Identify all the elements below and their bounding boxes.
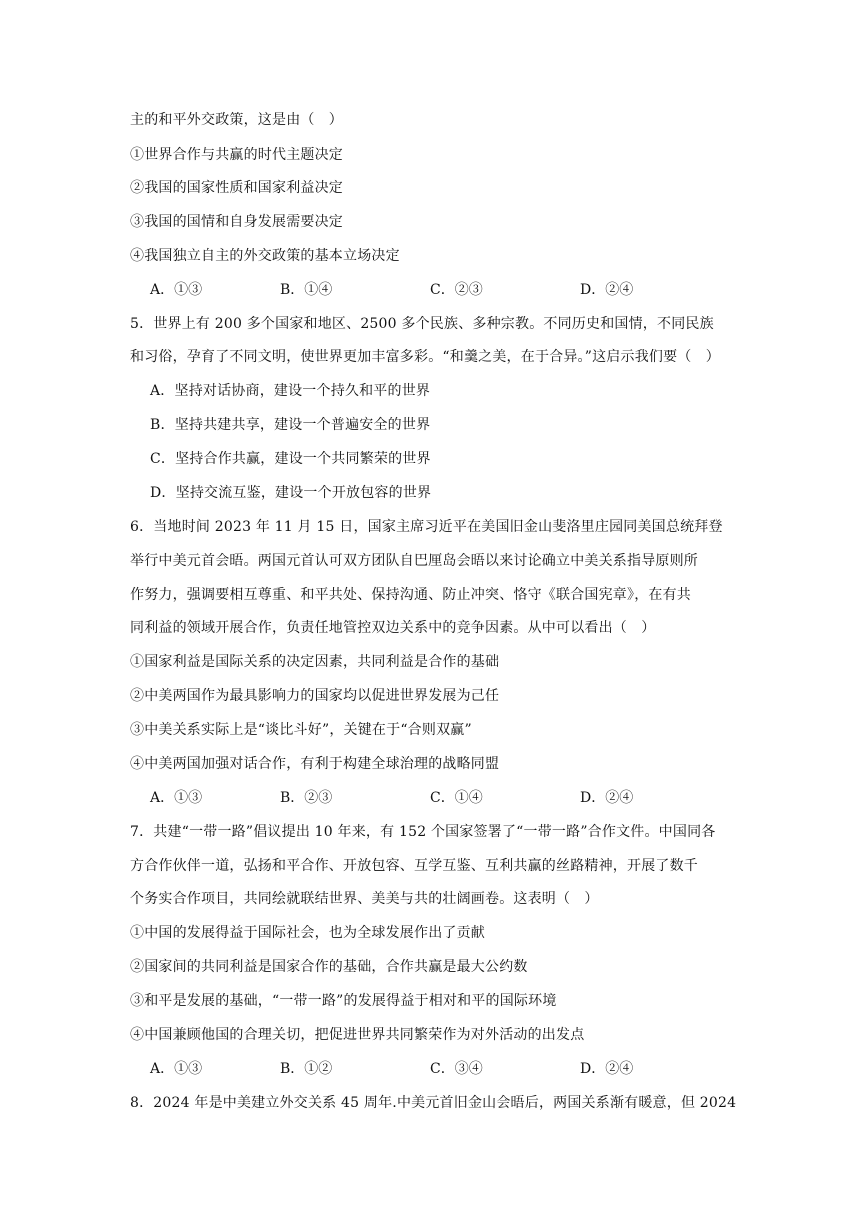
text-line: 作努力，强调要相互尊重、和平共处、保持沟通、防止冲突、恪守《联合国宪章》，在有共	[130, 587, 691, 603]
text-line: ②国家间的共同利益是国家合作的基础，合作共赢是最大公约数	[130, 959, 528, 975]
option-a: A．坚持对话协商，建设一个持久和平的世界	[150, 383, 431, 399]
option-c: C．②③	[430, 282, 483, 298]
option-b: B．①④	[280, 282, 333, 298]
option-b: B．坚持共建共享，建设一个普遍安全的世界	[150, 417, 431, 433]
text-line: 同利益的领域开展合作，负责任地管控双边关系中的竞争因素。从中可以看出（ ）	[130, 620, 656, 636]
text-line: 举行中美元首会晤。两国元首认可双方团队自巴厘岛会晤以来讨论确立中美关系指导原则所	[130, 553, 698, 569]
option-a: A．①③	[150, 790, 203, 806]
text-line: ③我国的国情和自身发展需要决定	[130, 214, 343, 230]
answer-options-q6	[150, 788, 750, 808]
option-c: C．坚持合作共赢，建设一个共同繁荣的世界	[150, 451, 431, 467]
option-a: A．①③	[150, 282, 203, 298]
text-line: ②我国的国家性质和国家利益决定	[130, 180, 343, 196]
text-line: 方合作伙伴一道，弘扬和平合作、开放包容、互学互鉴、互利共赢的丝路精神，开展了数千	[130, 858, 698, 874]
option-b: B．①②	[280, 1061, 333, 1077]
text-line: ②中美两国作为最具影响力的国家均以促进世界发展为己任	[130, 688, 500, 704]
text-line: ③和平是发展的基础，“一带一路”的发展得益于相对和平的国际环境	[130, 993, 557, 1009]
text-line: ①中国的发展得益于国际社会，也为全球发展作出了贡献	[130, 925, 485, 941]
answer-options-q7	[150, 1059, 750, 1079]
text-line: ①国家利益是国际关系的决定因素，共同利益是合作的基础	[130, 654, 500, 670]
option-d: D．②④	[580, 282, 634, 298]
text-line: ④中国兼顾他国的合理关切，把促进世界共同繁荣作为对外活动的出发点	[130, 1027, 585, 1043]
text-line: 个务实合作项目，共同绘就联结世界、美美与共的壮阔画卷。这表明（ ）	[130, 891, 599, 907]
text-line: 和习俗，孕育了不同文明，使世界更加丰富多彩。“和羹之美，在于合异。”这启示我们要（ ）	[130, 349, 720, 365]
option-d: D．②④	[580, 1061, 634, 1077]
text-line: 主的和平外交政策，这是由（ ）	[130, 112, 343, 128]
text-line: ①世界合作与共赢的时代主题决定	[130, 147, 343, 163]
answer-options-q4	[150, 280, 750, 300]
option-a: A．①③	[150, 1061, 203, 1077]
text-line: ③中美关系实际上是“谈比斗好”，关键在于“合则双赢”	[130, 722, 472, 738]
option-d: D．②④	[580, 790, 634, 806]
option-c: C．①④	[430, 790, 483, 806]
question-6: 6．当地时间 2023 年 11 月 15 日，国家主席习近平在美国旧金山斐洛里庄园同美国总统拜登	[130, 519, 723, 535]
text-line: ④中美两国加强对话合作，有利于构建全球治理的战略同盟	[130, 756, 500, 772]
option-c: C．③④	[430, 1061, 483, 1077]
question-8: 8．2024 年是中美建立外交关系 45 周年.中美元首旧金山会晤后，两国关系渐有暖意，但 2024	[130, 1095, 737, 1111]
question-5: 5．世界上有 200 多个国家和地区、2500 多个民族、多种宗教。不同历史和国情，不同民族	[130, 316, 714, 332]
option-d: D．坚持交流互鉴，建设一个开放包容的世界	[150, 485, 432, 501]
text-line: ④我国独立自主的外交政策的基本立场决定	[130, 248, 400, 264]
question-7: 7．共建“一带一路”倡议提出 10 年来，有 152 个国家签署了“一带一路”合作文件。中国同各	[130, 824, 716, 840]
option-b: B．②③	[280, 790, 333, 806]
